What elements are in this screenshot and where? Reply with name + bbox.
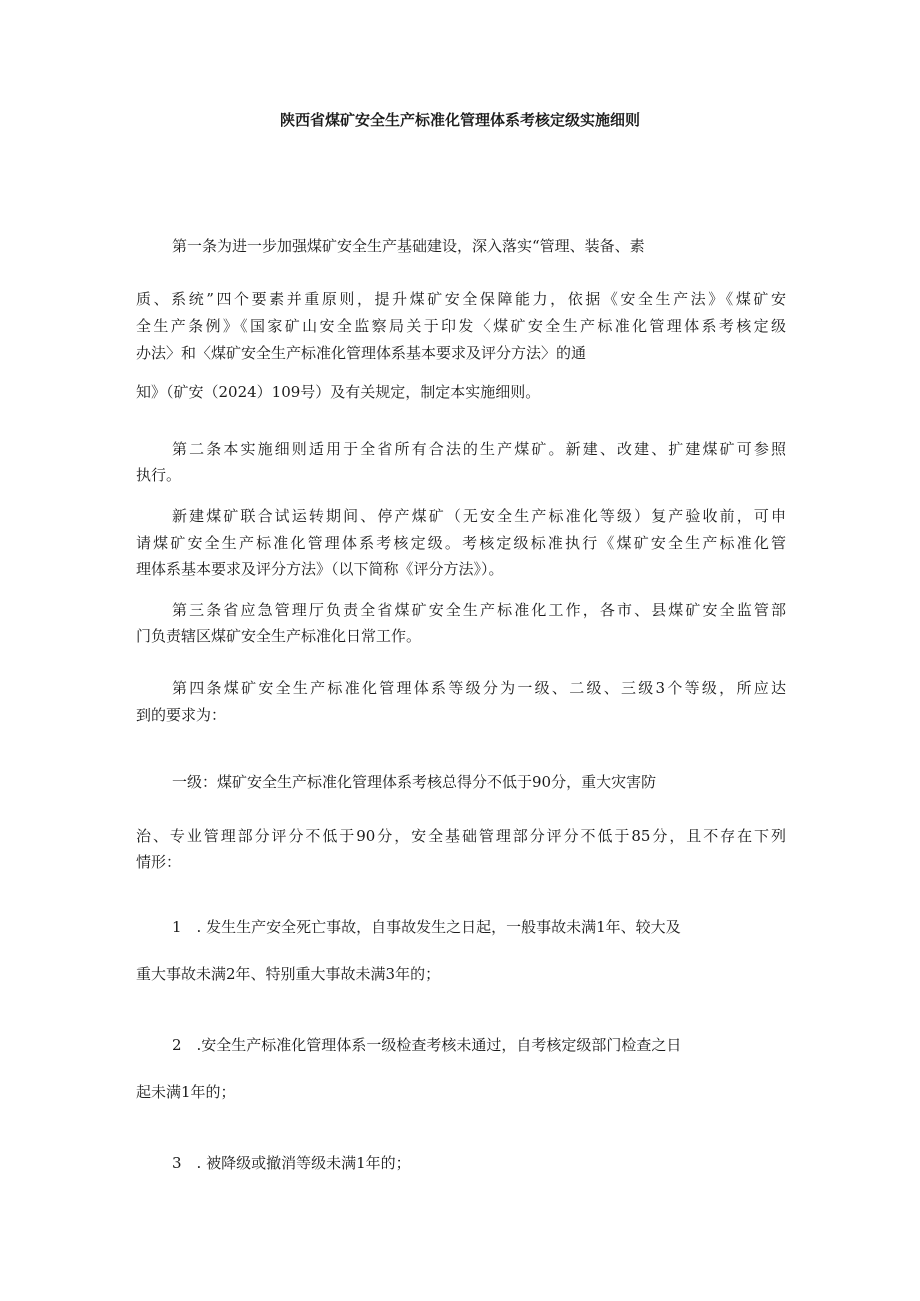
item-3-line-1: 3 . 被降级或撤消等级未满1年的； <box>172 1154 411 1172</box>
level-1-line-2: 治、专业管理部分评分不低于90分，安全基础管理部分评分不低于85分，且不存在下列 <box>136 827 786 845</box>
article-4-line-1: 第四条煤矿安全生产标准化管理体系等级分为一级、二级、三级3个等级，所应达 <box>172 679 786 697</box>
article-1-line-1: 第一条为进一步加强煤矿安全生产基础建设，深入落实“管理、装备、素 <box>172 237 645 255</box>
article-1-line-5: 知》（矿安（2024）109号）及有关规定，制定本实施细则。 <box>136 383 541 401</box>
new-mine-line-1: 新建煤矿联合试运转期间、停产煤矿（无安全生产标准化等级）复产验收前，可申 <box>172 507 786 525</box>
article-1-line-4: 办法〉和〈煤矿安全生产标准化管理体系基本要求及评分方法〉的通 <box>136 344 587 362</box>
item-2-line-1: 2 .安全生产标准化管理体系一级检查考核未通过，自考核定级部门检查之日 <box>172 1036 682 1054</box>
article-2-line-2: 执行。 <box>136 466 182 484</box>
new-mine-line-3: 理体系基本要求及评分方法》（以下简称《评分方法》）。 <box>136 560 504 578</box>
item-1-line-2: 重大事故未满2年、特别重大事故未满3年的； <box>136 965 441 983</box>
item-1-line-1: 1 . 发生生产安全死亡事故，自事故发生之日起，一般事故未满1年、较大及 <box>172 918 681 936</box>
item-2-line-2: 起未满1年的； <box>136 1083 236 1101</box>
document-title: 陕西省煤矿安全生产标准化管理体系考核定级实施细则 <box>279 111 640 129</box>
article-1-line-3: 全生产条例》《国家矿山安全监察局关于印发〈煤矿安全生产标准化管理体系考核定级 <box>136 317 786 335</box>
article-1-line-2: 质、系统”四个要素并重原则，提升煤矿安全保障能力，依据《安全生产法》《煤矿安 <box>136 290 786 308</box>
level-1-line-1: 一级：煤矿安全生产标准化管理体系考核总得分不低于90分，重大灾害防 <box>172 773 657 791</box>
article-3-line-1: 第三条省应急管理厅负责全省煤矿安全生产标准化工作，各市、县煤矿安全监管部 <box>172 601 786 619</box>
article-3-line-2: 门负责辖区煤矿安全生产标准化日常工作。 <box>136 627 422 645</box>
article-2-line-1: 第二条本实施细则适用于全省所有合法的生产煤矿。新建、改建、扩建煤矿可参照 <box>172 440 786 458</box>
new-mine-line-2: 请煤矿安全生产标准化管理体系考核定级。考核定级标准执行《煤矿安全生产标准化管 <box>136 534 786 552</box>
level-1-line-3: 情形： <box>136 853 182 871</box>
article-4-line-2: 到的要求为： <box>136 706 227 724</box>
